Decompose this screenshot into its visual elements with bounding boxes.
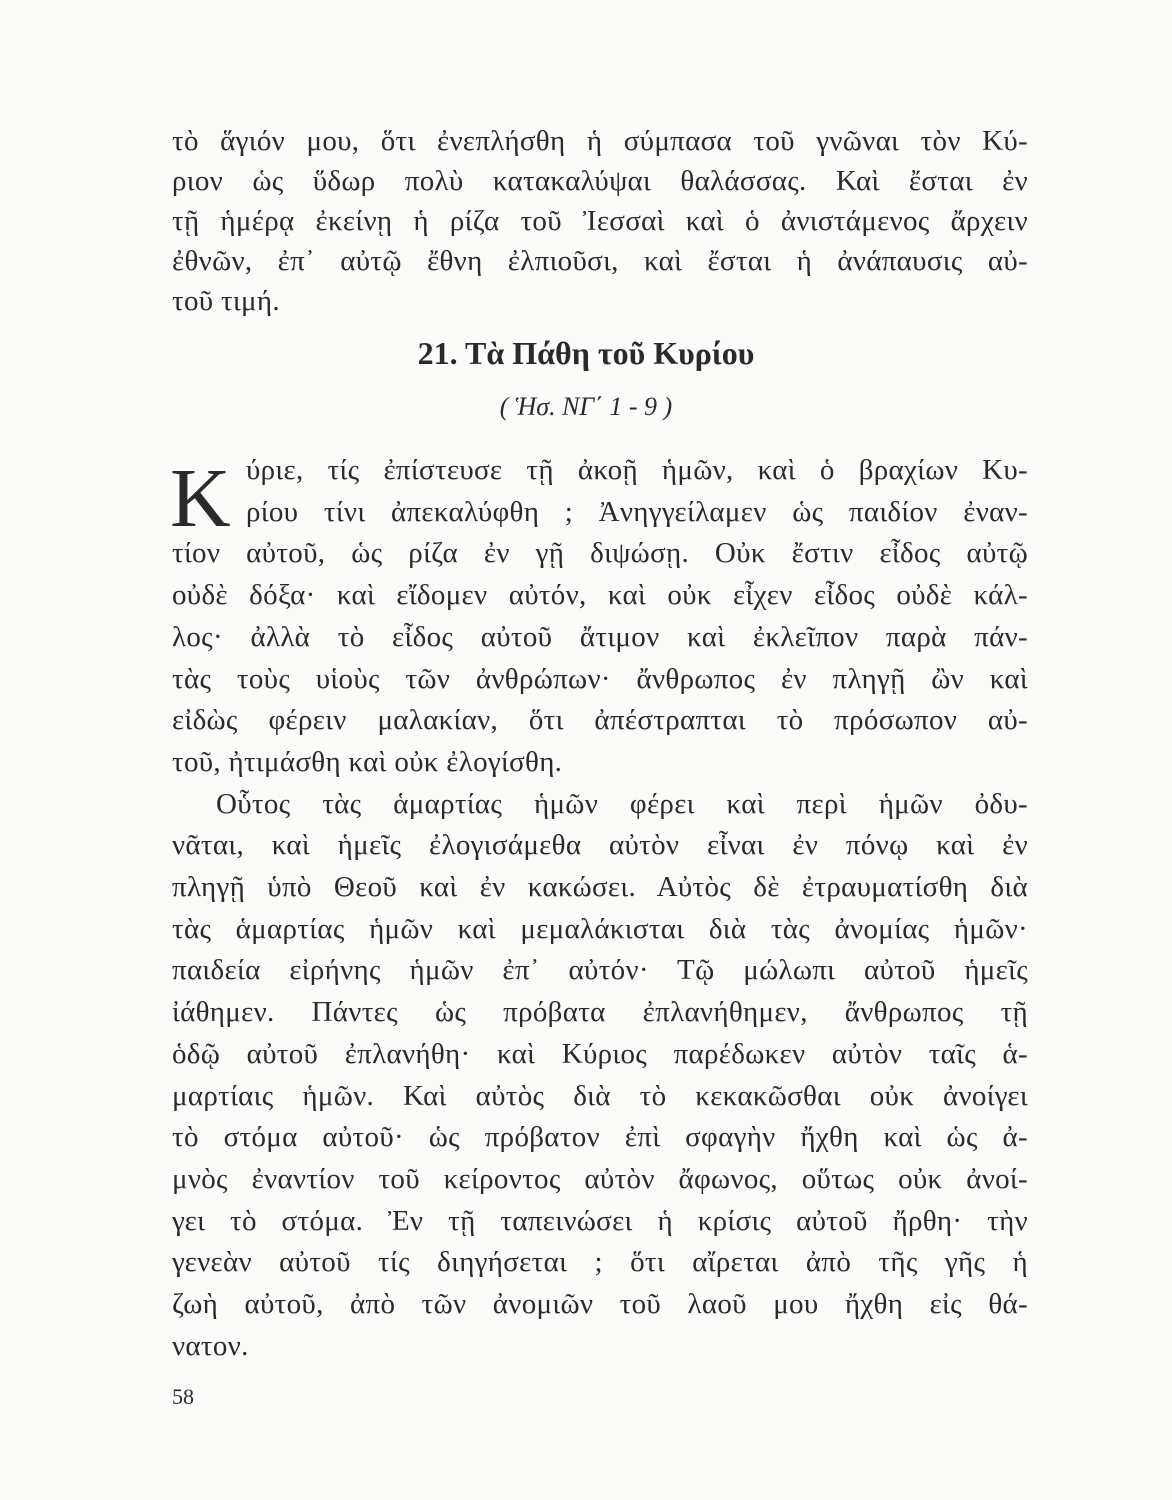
text-line: γει τὸ στόμα. Ἐν τῇ ταπεινώσει ἡ κρίσις αὐτοῦ ἤρθη· τὴν <box>172 1204 1028 1237</box>
text-line: τὰς ἁμαρτίας ἡμῶν καὶ μεμαλάκισται διὰ τὰς ἀνομίας ἡμῶν· <box>172 912 1028 945</box>
text-line: τὰς τοὺς υἱοὺς τῶν ἀνθρώπων· ἄνθρωπος ἐν πληγῇ ὢν καὶ <box>172 662 1028 695</box>
text-line: γενεὰν αὐτοῦ τίς διηγήσεται ; ὅτι αἴρεται ἀπὸ τῆς γῆς ἡ <box>172 1246 1028 1279</box>
text-line: ριον ὡς ὕδωρ πολὺ κατακαλύψαι θαλάσσας. Καὶ ἔσται ἐν <box>172 165 1028 197</box>
scripture-reference: ( Ἡσ. ΝΓ΄ 1 - 9 ) <box>499 392 673 421</box>
page-number: 58 <box>172 1384 194 1409</box>
text-line: λος· ἀλλὰ τὸ εἶδος αὐτοῦ ἄτιμον καὶ ἐκλεῖπον παρὰ πάν- <box>172 620 1028 653</box>
text-line: τὸ στόμα αὐτοῦ· ὡς πρόβατον ἐπὶ σφαγὴν ἤχθη καὶ ὡς ἀ- <box>172 1121 1028 1154</box>
text-line: μνὸς ἐναντίον τοῦ κείροντος αὐτὸν ἄφωνος, οὕτως οὐκ ἀνοί- <box>172 1162 1028 1195</box>
drop-cap: Κ <box>170 452 231 545</box>
text-line: τοῦ τιμή. <box>172 285 280 317</box>
text-line: νατον. <box>172 1329 249 1362</box>
text-line: οὐδὲ δόξα· καὶ εἴδομεν αὐτόν, καὶ οὐκ εἶχεν εἶδος οὐδὲ κάλ- <box>172 579 1028 612</box>
text-line: παιδεία εἰρήνης ἡμῶν ἐπ᾽ αὐτόν· Τῷ μώλωπι αὐτοῦ ἡμεῖς <box>172 954 1028 987</box>
text-line: ζωὴ αὐτοῦ, ἀπὸ τῶν ἀνομιῶν τοῦ λαοῦ μου ἤχθη εἰς θά- <box>172 1288 1028 1320</box>
text-line: τίον αὐτοῦ, ὡς ρίζα ἐν γῇ διψώσῃ. Οὐκ ἔστιν εἶδος αὐτῷ <box>172 537 1028 570</box>
text-line: νᾶται, καὶ ἡμεῖς ἐλογισάμεθα αὐτὸν εἶναι ἐν πόνῳ καὶ ἐν <box>172 829 1028 862</box>
text-line: εἰδὼς φέρειν μαλακίαν, ὅτι ἀπέστραπται τὸ πρόσωπον αὐ- <box>172 704 1028 737</box>
text-line: Οὗτος τὰς ἁμαρτίας ἡμῶν φέρει καὶ περὶ ἡμῶν ὀδυ- <box>216 787 1028 820</box>
text-line: τῇ ἡμέρᾳ ἐκείνῃ ἡ ρίζα τοῦ Ἰεσσαὶ καὶ ὁ ἀνιστάμενος ἄρχειν <box>172 205 1028 237</box>
text-line: ἐθνῶν, ἐπ᾽ αὐτῷ ἔθνη ἐλπιοῦσι, καὶ ἔσται ἡ ἀνάπαυσις αὐ- <box>172 245 1028 277</box>
text-line: πληγῇ ὑπὸ Θεοῦ καὶ ἐν κακώσει. Αὐτὸς δὲ ἐτραυματίσθη διὰ <box>172 871 1028 903</box>
text-line: ύριε, τίς ἐπίστευσε τῇ ἀκοῇ ἡμῶν, καὶ ὁ βραχίων Κυ- <box>246 454 1028 486</box>
text-line: ὁδῷ αὐτοῦ ἐπλανήθη· καὶ Κύριος παρέδωκεν αὐτὸν ταῖς ἁ- <box>172 1037 1028 1070</box>
section-heading: 21. Τὰ Πάθη τοῦ Κυρίου <box>417 335 755 371</box>
text-line: τὸ ἅγιόν μου, ὅτι ἐνεπλήσθη ἡ σύμπασα τοῦ γνῶναι τὸν Κύ- <box>172 125 1028 157</box>
text-line: τοῦ, ἠτιμάσθη καὶ οὐκ ἐλογίσθη. <box>172 745 563 778</box>
text-line: ἰάθημεν. Πάντες ὡς πρόβατα ἐπλανήθημεν, ἄνθρωπος τῇ <box>172 996 1028 1029</box>
text-line: μαρτίαις ἡμῶν. Καὶ αὐτὸς διὰ τὸ κεκακῶσθαι οὐκ ἀνοίγει <box>172 1079 1028 1112</box>
text-line: ρίου τίνι ἀπεκαλύφθη ; Ἀνηγγείλαμεν ὡς παιδίον ἐναν- <box>246 495 1028 528</box>
